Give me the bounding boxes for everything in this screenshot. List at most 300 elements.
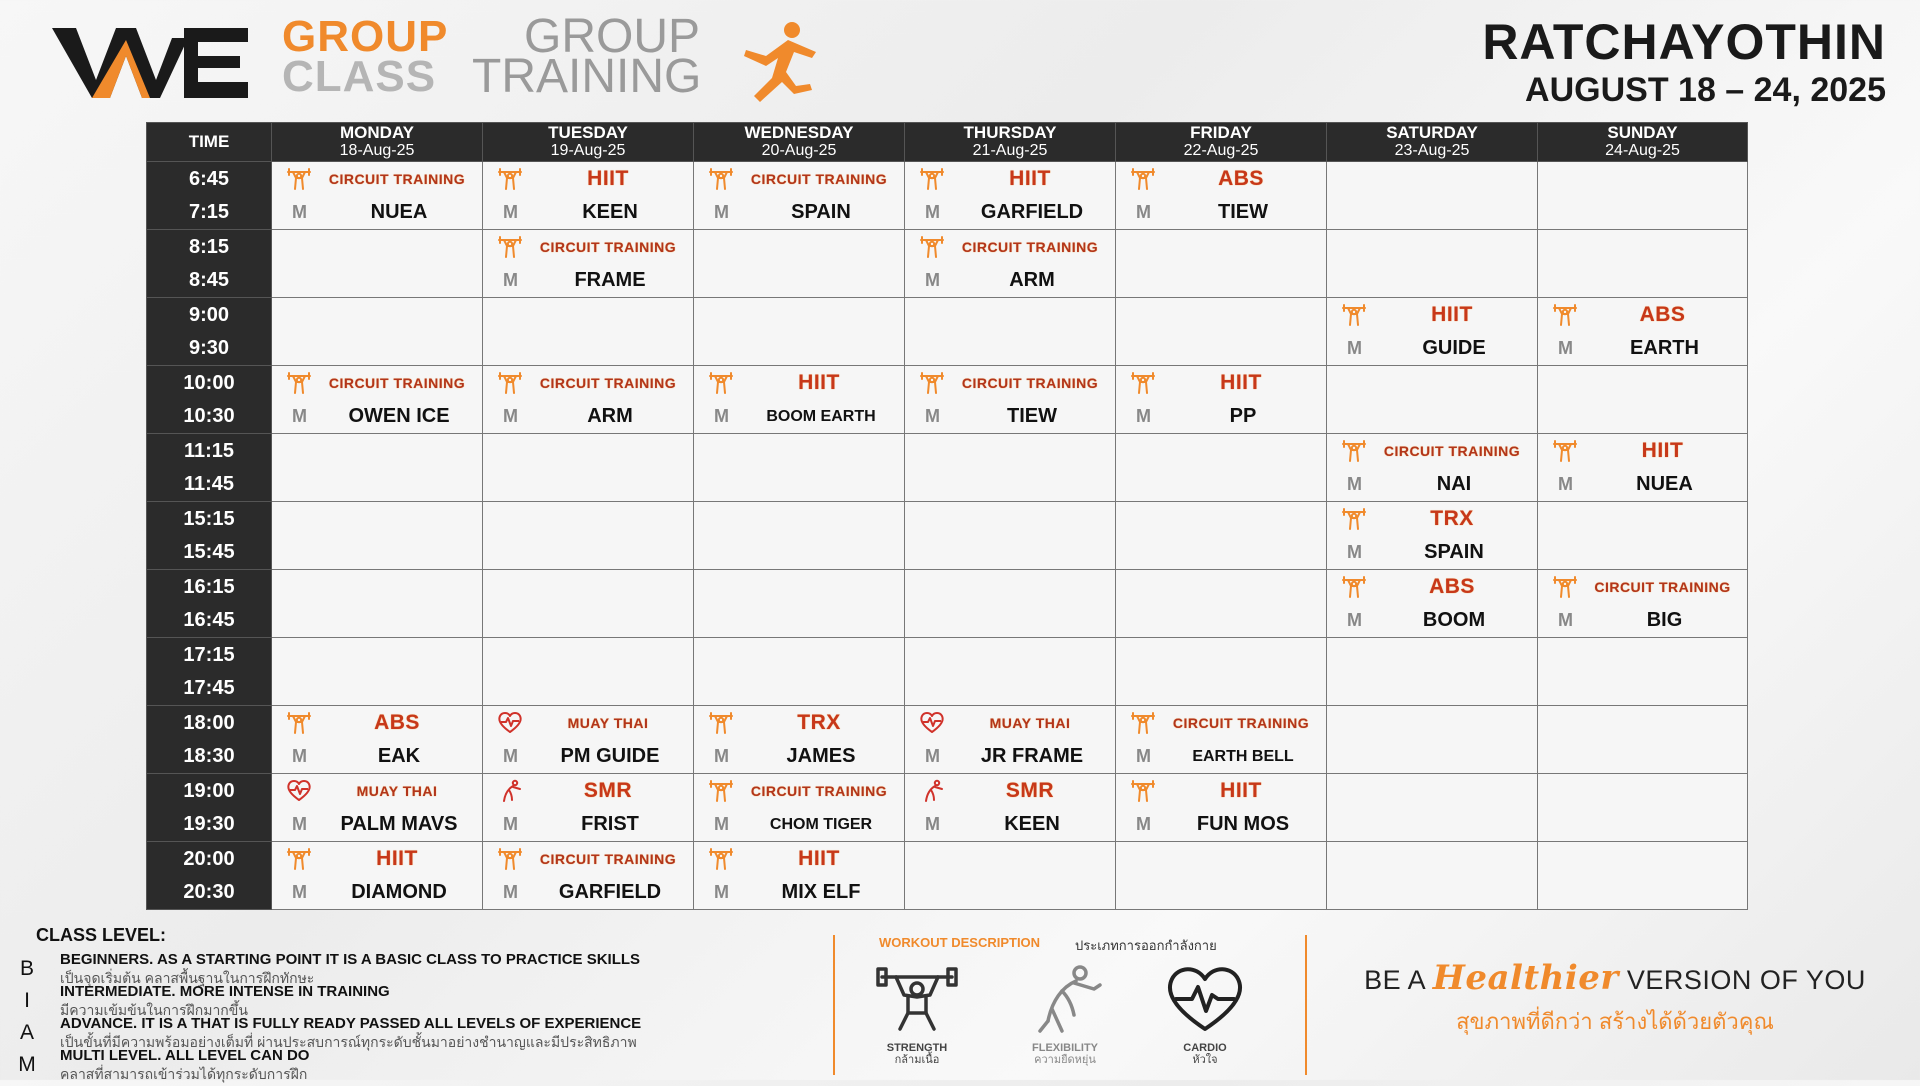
time-slot-row: [147, 230, 1748, 298]
empty-cell: [1327, 366, 1538, 434]
time-cell: [147, 434, 272, 502]
brand-header: [52, 10, 952, 106]
class-cell: [272, 774, 483, 842]
strength-icon: [874, 961, 960, 1037]
class-level: M: [714, 814, 729, 834]
time-slot-row: [147, 434, 1748, 502]
class-level: M: [503, 746, 518, 766]
tagline-pre: BE A: [1364, 965, 1425, 995]
class-name: ABS: [1429, 575, 1475, 598]
level-desc-th: คลาสที่สามารถเข้าร่วมได้ทุกระดับการฝึก: [60, 1066, 308, 1082]
instructor-name: FRIST: [581, 813, 639, 835]
day-header-sunday: [1538, 123, 1748, 162]
strength-icon: [708, 167, 734, 191]
empty-cell: [1538, 162, 1748, 230]
class-entry: [1538, 434, 1747, 501]
empty-cell: [483, 434, 694, 502]
class-level: M: [503, 270, 518, 290]
class-name: CIRCUIT TRAINING: [539, 239, 677, 255]
day-header-thursday: [905, 123, 1116, 162]
day-name: SATURDAY: [1386, 123, 1478, 142]
class-level: M: [925, 814, 940, 834]
class-cell: [483, 842, 694, 910]
class-name: CIRCUIT TRAINING: [328, 375, 466, 391]
class-name: CIRCUIT TRAINING: [961, 375, 1099, 391]
time-start: 16:15: [183, 576, 235, 598]
time-end: 17:45: [183, 677, 235, 699]
time-end: 16:45: [183, 609, 235, 631]
strength-icon: [497, 167, 523, 191]
class-level: M: [503, 882, 518, 902]
brand-line3: GROUP: [524, 10, 701, 63]
time-slot-row: [147, 774, 1748, 842]
time-start: 20:00: [183, 848, 235, 870]
class-level: M: [1136, 202, 1151, 222]
strength-icon: [919, 371, 945, 395]
class-cell: [694, 706, 905, 774]
level-letter: A: [19, 1021, 34, 1044]
strength-icon: [497, 235, 523, 259]
class-name: HIIT: [1431, 303, 1473, 326]
class-cell: [1327, 434, 1538, 502]
instructor-name: JAMES: [786, 745, 856, 767]
empty-cell: [694, 502, 905, 570]
class-level: M: [1136, 746, 1151, 766]
class-entry: [905, 366, 1115, 433]
strength-icon: [1130, 167, 1156, 191]
time-start: 10:00: [183, 372, 235, 394]
empty-cell: [1538, 706, 1748, 774]
class-cell: [1538, 570, 1748, 638]
class-level: M: [1347, 474, 1362, 494]
class-level: M: [1558, 338, 1573, 358]
class-level: M: [292, 202, 307, 222]
time-end: 19:30: [183, 813, 235, 835]
class-cell: [905, 366, 1116, 434]
class-entry: [483, 842, 693, 909]
class-entry: [694, 706, 904, 773]
strength-icon: [1552, 439, 1578, 463]
time-slot-row: [147, 502, 1748, 570]
flexibility-icon: [919, 779, 945, 803]
class-name: ABS: [1218, 167, 1264, 190]
instructor-name: OWEN ICE: [348, 405, 450, 427]
class-name: TRX: [797, 711, 841, 734]
time-slot-row: [147, 638, 1748, 706]
empty-cell: [905, 434, 1116, 502]
branch-info: [1482, 14, 1886, 110]
time-cell: [147, 570, 272, 638]
class-level: M: [1136, 814, 1151, 834]
class-name: HIIT: [1220, 371, 1262, 394]
class-level: M: [1136, 406, 1151, 426]
class-cell: [694, 842, 905, 910]
time-cell: [147, 774, 272, 842]
time-header: TIME: [147, 123, 272, 162]
class-name: HIIT: [798, 371, 840, 394]
flexibility-icon: [497, 779, 523, 803]
class-name: TRX: [1430, 507, 1474, 530]
instructor-name: EARTH BELL: [1192, 747, 1294, 765]
class-name: CIRCUIT TRAINING: [328, 171, 466, 187]
schedule-body: [147, 162, 1748, 910]
class-name: MUAY THAI: [356, 783, 438, 799]
day-header-tuesday: [483, 123, 694, 162]
time-cell: [147, 842, 272, 910]
cardio-icon: [497, 711, 523, 735]
empty-cell: [272, 230, 483, 298]
empty-cell: [272, 298, 483, 366]
time-slot-row: [147, 366, 1748, 434]
workout-type-strength: [857, 961, 977, 1066]
workout-label-th: ความยืดหยุ่น: [1034, 1054, 1096, 1066]
we-logo-icon: [52, 24, 252, 100]
class-entry: [483, 366, 693, 433]
time-start: 6:45: [188, 168, 230, 190]
empty-cell: [1538, 842, 1748, 910]
empty-cell: [1116, 434, 1327, 502]
workout-label: FLEXIBILITY: [1032, 1042, 1098, 1054]
strength-icon: [708, 711, 734, 735]
level-letter: M: [18, 1053, 36, 1076]
class-name: HIIT: [1220, 779, 1262, 802]
class-level: M: [503, 814, 518, 834]
flexibility-icon: [1022, 961, 1108, 1037]
empty-cell: [1327, 774, 1538, 842]
class-entry: [1538, 298, 1747, 365]
empty-cell: [1116, 298, 1327, 366]
class-cell: [272, 162, 483, 230]
time-cell: [147, 230, 272, 298]
class-cell: [483, 706, 694, 774]
time-cell: [147, 638, 272, 706]
class-cell: [272, 366, 483, 434]
branch-dates: AUGUST 18 – 24, 2025: [1525, 71, 1886, 109]
empty-cell: [905, 570, 1116, 638]
instructor-name: NUEA: [370, 201, 428, 223]
strength-icon: [1341, 507, 1367, 531]
class-level: M: [1558, 474, 1573, 494]
time-cell: [147, 298, 272, 366]
class-level: M: [714, 202, 729, 222]
instructor-name: ARM: [587, 405, 633, 427]
class-level: M: [503, 202, 518, 222]
class-entry: [905, 774, 1115, 841]
empty-cell: [272, 502, 483, 570]
tagline: [1345, 958, 1885, 1039]
day-header-wednesday: [694, 123, 905, 162]
empty-cell: [1538, 366, 1748, 434]
instructor-name: TIEW: [1218, 201, 1268, 223]
day-name: THURSDAY: [963, 123, 1057, 142]
instructor-name: FRAME: [574, 269, 646, 291]
instructor-name: NUEA: [1636, 473, 1693, 495]
strength-icon: [1130, 371, 1156, 395]
workout-title-th: ประเภทการออกกำลังกาย: [1075, 938, 1217, 953]
empty-cell: [1327, 706, 1538, 774]
class-entry: [694, 774, 904, 841]
instructor-name: ARM: [1009, 269, 1055, 291]
empty-cell: [905, 638, 1116, 706]
tagline-th: สุขภาพที่ดีกว่า สร้างได้ด้วยตัวคุณ: [1456, 1009, 1774, 1034]
level-desc-th: มีความเข้มข้นในการฝึกมากขึ้น: [60, 1002, 248, 1018]
class-name: SMR: [583, 779, 633, 802]
time-end: 10:30: [183, 405, 235, 427]
class-name: ABS: [374, 711, 420, 734]
class-name: CIRCUIT TRAINING: [750, 171, 888, 187]
brand-line1: GROUP: [282, 12, 449, 61]
class-name: MUAY THAI: [989, 715, 1071, 731]
class-level: M: [1347, 542, 1362, 562]
time-slot-row: [147, 842, 1748, 910]
class-level: M: [1347, 338, 1362, 358]
strength-icon: [1341, 575, 1367, 599]
strength-icon: [497, 371, 523, 395]
class-level: M: [292, 746, 307, 766]
class-entry: [272, 706, 482, 773]
empty-cell: [1327, 842, 1538, 910]
empty-cell: [694, 298, 905, 366]
class-name: HIIT: [587, 167, 629, 190]
class-entry: [1116, 162, 1326, 229]
time-cell: [147, 706, 272, 774]
day-name: MONDAY: [340, 123, 414, 142]
time-start: 17:15: [183, 644, 235, 666]
empty-cell: [694, 230, 905, 298]
class-name: CIRCUIT TRAINING: [961, 239, 1099, 255]
tagline-emphasis: Healthier: [1432, 958, 1619, 998]
empty-cell: [1116, 842, 1327, 910]
time-start: 15:15: [183, 508, 235, 530]
class-level: M: [714, 882, 729, 902]
class-cell: [694, 774, 905, 842]
time-end: 18:30: [183, 745, 235, 767]
class-name: CIRCUIT TRAINING: [1594, 579, 1731, 595]
class-cell: [905, 706, 1116, 774]
instructor-name: MIX ELF: [781, 881, 861, 903]
empty-cell: [272, 570, 483, 638]
class-entry: [1116, 774, 1326, 841]
class-cell: [272, 706, 483, 774]
day-date: 18-Aug-25: [339, 142, 415, 159]
cardio-icon: [919, 711, 945, 735]
class-entry: [694, 842, 904, 909]
time-end: 7:15: [188, 201, 230, 223]
class-cell: [483, 366, 694, 434]
day-date: 23-Aug-25: [1394, 142, 1470, 159]
class-cell: [483, 774, 694, 842]
empty-cell: [483, 570, 694, 638]
class-name: SMR: [1005, 779, 1055, 802]
instructor-name: TIEW: [1007, 405, 1057, 427]
day-header-friday: [1116, 123, 1327, 162]
level-letter: B: [19, 957, 34, 980]
empty-cell: [1538, 638, 1748, 706]
strength-icon: [919, 167, 945, 191]
class-entry: [905, 230, 1115, 297]
empty-cell: [905, 502, 1116, 570]
instructor-name: DIAMOND: [351, 881, 447, 903]
strength-icon: [286, 371, 312, 395]
instructor-name: KEEN: [1004, 813, 1060, 835]
strength-icon: [497, 847, 523, 871]
instructor-name: JR FRAME: [980, 745, 1084, 767]
empty-cell: [1116, 230, 1327, 298]
day-name: FRIDAY: [1190, 123, 1252, 142]
empty-cell: [1116, 638, 1327, 706]
time-slot-row: [147, 298, 1748, 366]
class-level: M: [292, 882, 307, 902]
day-date: 24-Aug-25: [1605, 142, 1680, 159]
level-letter: I: [24, 989, 30, 1012]
time-end: 15:45: [183, 541, 235, 563]
empty-cell: [1538, 774, 1748, 842]
class-cell: [1116, 162, 1327, 230]
level-desc-en: MULTI LEVEL. ALL LEVEL CAN DO: [60, 1047, 310, 1064]
class-cell: [694, 162, 905, 230]
class-cell: [1327, 298, 1538, 366]
class-level: M: [292, 406, 307, 426]
class-cell: [1327, 502, 1538, 570]
empty-cell: [1327, 162, 1538, 230]
class-cell: [694, 366, 905, 434]
instructor-name: GARFIELD: [980, 201, 1084, 223]
time-start: 8:15: [188, 236, 230, 258]
instructor-name: BOOM: [1422, 609, 1486, 631]
strength-icon: [286, 847, 312, 871]
strength-icon: [708, 847, 734, 871]
brand-line2: CLASS: [282, 52, 437, 101]
class-level: M: [925, 746, 940, 766]
strength-icon: [286, 167, 312, 191]
class-cell: [1116, 706, 1327, 774]
time-start: 9:00: [188, 304, 230, 326]
class-cell: [272, 842, 483, 910]
empty-cell: [1538, 230, 1748, 298]
time-end: 20:30: [183, 881, 235, 903]
class-entry: [483, 774, 693, 841]
instructor-name: PM GUIDE: [560, 745, 660, 767]
class-entry: [483, 162, 693, 229]
class-level: M: [503, 406, 518, 426]
day-name: WEDNESDAY: [744, 123, 854, 142]
time-start: 11:15: [183, 440, 235, 462]
empty-cell: [272, 434, 483, 502]
workout-label: CARDIO: [1183, 1042, 1227, 1054]
time-start: 19:00: [183, 780, 235, 802]
class-level: M: [1558, 610, 1573, 630]
class-cell: [905, 162, 1116, 230]
class-cell: [483, 162, 694, 230]
empty-cell: [694, 638, 905, 706]
strength-icon: [1130, 779, 1156, 803]
day-header-monday: [272, 123, 483, 162]
instructor-name: EARTH: [1630, 337, 1699, 359]
class-entry: [694, 162, 904, 229]
empty-cell: [905, 298, 1116, 366]
class-entry: [272, 366, 482, 433]
class-level: M: [925, 270, 940, 290]
class-entry: [694, 366, 904, 433]
class-name: MUAY THAI: [567, 715, 649, 731]
level-desc-th: เป็นจุดเริ่มต้น คลาสพื้นฐานในการฝึกทักษะ: [60, 970, 315, 986]
workout-label-th: หัวใจ: [1192, 1054, 1218, 1066]
class-name: CIRCUIT TRAINING: [1172, 715, 1310, 731]
instructor-name: NAI: [1436, 473, 1472, 495]
empty-cell: [483, 298, 694, 366]
class-name: CIRCUIT TRAINING: [1383, 443, 1521, 459]
day-date: 20-Aug-25: [761, 142, 837, 159]
cardio-icon: [286, 779, 312, 803]
cardio-icon: [1162, 961, 1248, 1037]
class-name: ABS: [1639, 303, 1686, 326]
instructor-name: PALM MAVS: [340, 813, 458, 835]
level-desc-en: BEGINNERS. AS A STARTING POINT IT IS A BASIC CLASS TO PRACTICE SKILLS: [60, 951, 641, 968]
class-name: CIRCUIT TRAINING: [539, 851, 677, 867]
instructor-name: BOOM EARTH: [766, 407, 876, 425]
class-level: M: [1347, 610, 1362, 630]
instructor-name: KEEN: [582, 201, 638, 223]
class-cell: [1116, 774, 1327, 842]
strength-icon: [1552, 575, 1578, 599]
time-cell: [147, 366, 272, 434]
time-cell: [147, 162, 272, 230]
workout-title: WORKOUT DESCRIPTION: [879, 935, 1041, 950]
day-name: SUNDAY: [1607, 123, 1678, 142]
level-desc-th: เป็นขั้นที่มีความพร้อมอย่างเต็มที่ ผ่านประสบการณ์ทุกระดับชั้นมาอย่างชำนาญและมีประสิทธิภาพ: [60, 1034, 637, 1050]
instructor-name: CHOM TIGER: [769, 815, 873, 833]
strength-icon: [286, 711, 312, 735]
instructor-name: PP: [1229, 405, 1257, 427]
strength-icon: [1552, 303, 1578, 327]
tagline-post: VERSION OF YOU: [1626, 965, 1866, 995]
day-name: TUESDAY: [548, 123, 628, 142]
empty-cell: [1538, 502, 1748, 570]
time-start: 18:00: [183, 712, 235, 734]
time-slot-row: [147, 162, 1748, 230]
workout-label-th: กล้ามเนื้อ: [894, 1054, 940, 1066]
class-entry: [483, 230, 693, 297]
class-level: M: [925, 202, 940, 222]
empty-cell: [1116, 502, 1327, 570]
class-entry: [1538, 570, 1747, 637]
time-end: 9:30: [188, 337, 230, 359]
class-name: HIIT: [376, 847, 418, 870]
instructor-name: SPAIN: [791, 201, 851, 223]
class-entry: [1327, 298, 1537, 365]
strength-icon: [708, 371, 734, 395]
class-entry: [905, 706, 1115, 773]
class-name: CIRCUIT TRAINING: [539, 375, 677, 391]
strength-icon: [708, 779, 734, 803]
class-entry: [1116, 706, 1326, 773]
class-level: M: [925, 406, 940, 426]
brand-line4: TRAINING: [472, 50, 702, 103]
class-entry: [272, 162, 482, 229]
class-entry: [272, 842, 482, 909]
empty-cell: [694, 434, 905, 502]
strength-icon: [1130, 711, 1156, 735]
class-cell: [905, 230, 1116, 298]
instructor-name: BIG: [1646, 609, 1683, 631]
time-slot-row: [147, 706, 1748, 774]
branch-name: RATCHAYOTHIN: [1482, 14, 1886, 70]
instructor-name: FUN MOS: [1196, 813, 1290, 835]
class-cell: [1538, 298, 1748, 366]
schedule-header-row: [147, 123, 1748, 162]
class-entry: [1327, 502, 1537, 569]
level-desc-en: ADVANCE. IT IS A THAT IS FULLY READY PASSED ALL LEVELS OF EXPERIENCE: [60, 1015, 642, 1032]
